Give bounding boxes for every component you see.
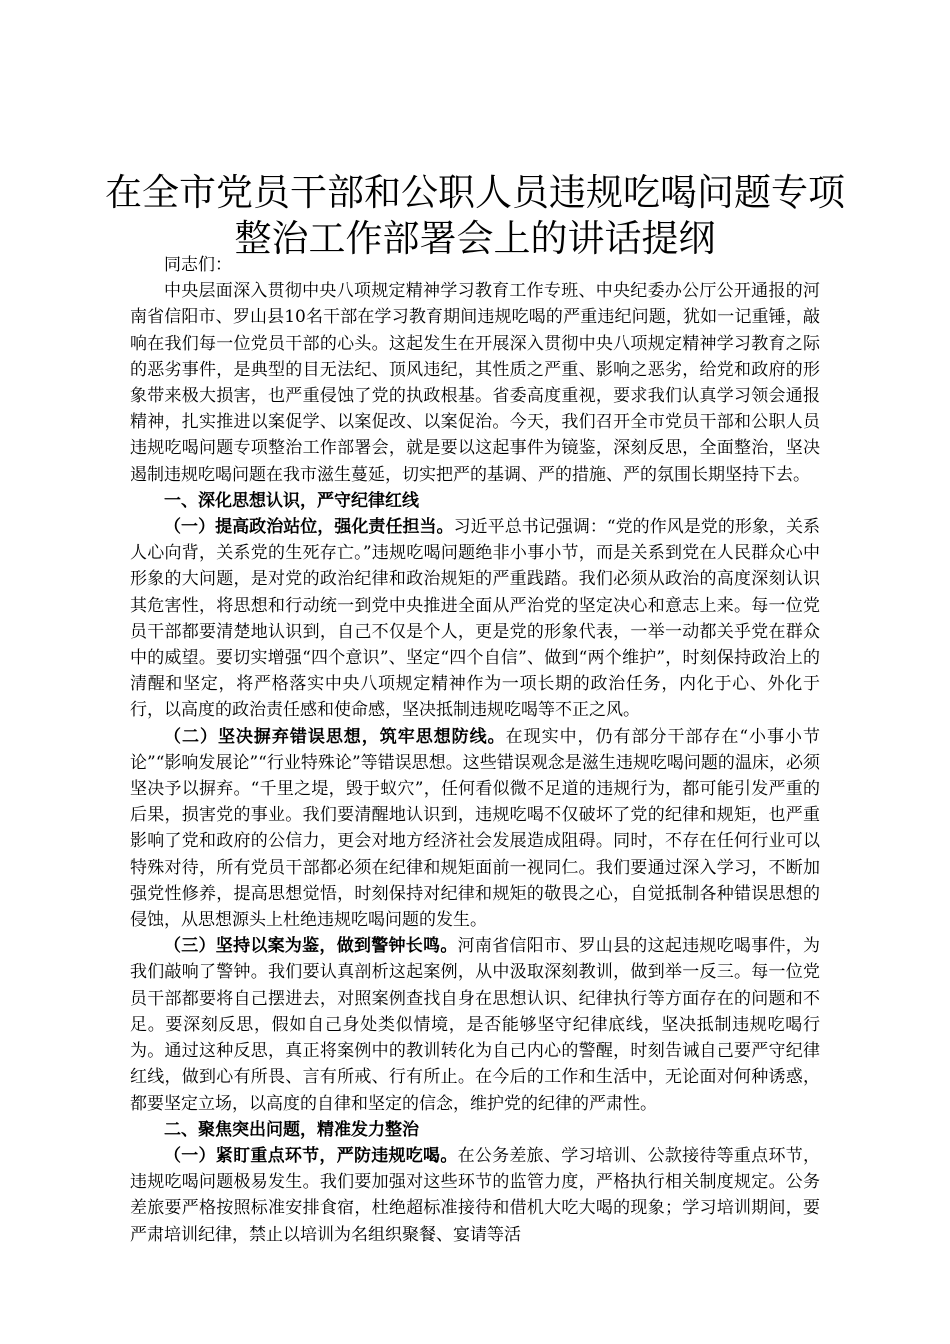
- title-line-2: 整治工作部署会上的讲话提纲: [234, 217, 716, 260]
- salutation: 同志们：: [164, 255, 232, 275]
- intro-paragraph: 中央层面深入贯彻中央八项规定精神学习教育工作专班、中央纪委办公厅公开通报的河南省信阳市、罗山县10名干部在学习教育期间违规吃喝的严重违纪问题，犹如一记重锤，敲响在我们每一位党员干部的心头。这起发生在开展深入贯彻中央八项规定精神学习教育之际的恶劣事件，是典型的目无法纪、顶风违纪，其性质之严重、影响之恶劣，给党和政府的形象带来极大损害，也严重侵蚀了党的执政根基。省委高度重视，要求我们认真学习领会通报精神，扎实推进以案促学、以案促改、以案促治。今天，我们召开全市党员干部和公职人员违规吃喝问题专项整治工作部署会，就是要以这起事件为镜鉴，深刻反思，全面整治，坚决遏制违规吃喝问题在我市滋生蔓延，切实把严的基调、严的措施、严的氛围长期坚持下去。: [130, 281, 820, 485]
- section-1-paragraph-3: [130, 933, 820, 1116]
- section-1-paragraph-1: [130, 514, 820, 724]
- document-body: [130, 252, 820, 1248]
- paragraph-lead: （二）坚决摒弃错误思想，筑牢思想防线。: [164, 726, 506, 747]
- paragraph-lead: （一）提高政治站位，强化责任担当。: [164, 517, 454, 538]
- section-1-heading: 一、深化思想认识，严守纪律红线: [164, 490, 419, 511]
- paragraph-lead: （一）紧盯重点环节，严防违规吃喝。: [164, 1145, 458, 1166]
- paragraph-text: 河南省信阳市、罗山县的这起违规吃喝事件，为我们敲响了警钟。我们要认真剖析这起案例，从中汲取深刻教训，做到举一反三。每一位党员干部都要将自己摆进去，对照案例查找自身在思想认识、纪律执行等方面存在的问题和不足。要深刻反思，假如自己身处类似情境，是否能够坚守纪律底线，坚决抵制违规吃喝行为。通过这种反思，真正将案例中的教训转化为自己内心的警醒，时刻告诫自己要严守纪律红线，做到心有所畏、言有所戒、行有所止。在今后的工作和生活中，无论面对何种诱惑，都要坚定立场，以高度的自律和坚定的信念，维护党的纪律的严肃性。: [130, 936, 820, 1114]
- document-title: [100, 170, 850, 262]
- paragraph-text: 在公务差旅、学习培训、公款接待等重点环节，违规吃喝问题极易发生。我们要加强对这些环节的监管力度，严格执行相关制度规定。公务差旅要严格按照标准安排食宿，杜绝超标准接待和借机大吃大喝的现象；学习培训期间，要严肃培训纪律，禁止以培训为名组织聚餐、宴请等活: [130, 1145, 820, 1245]
- paragraph-text: 习近平总书记强调：“党的作风是党的形象，关系人心向背，关系党的生死存亡。”违规吃喝问题绝非小事小节，而是关系到党在人民群众心中形象的大问题，是对党的政治纪律和政治规矩的严重践踏。我们必须从政治的高度深刻认识其危害性，将思想和行动统一到党中央推进全面从严治党的坚定决心和意志上来。每一位党员干部都要清楚地认识到，自己不仅是个人，更是党的形象代表，一举一动都关乎党在群众中的威望。要切实增强“四个意识”、坚定“四个自信”、做到“两个维护”，时刻保持政治上的清醒和坚定，将严格落实中央八项规定精神作为一项长期的政治任务，内化于心、外化于行，以高度的政治责任感和使命感，坚决抵制违规吃喝等不正之风。: [130, 517, 821, 721]
- section-1-paragraph-2: [130, 724, 820, 934]
- paragraph-lead: （三）坚持以案为鉴，做到警钟长鸣。: [164, 936, 458, 957]
- section-2-heading: 二、聚焦突出问题，精准发力整治: [164, 1119, 419, 1140]
- section-2-paragraph-1: [130, 1143, 820, 1248]
- title-line-1: 在全市党员干部和公职人员违规吃喝问题专项: [105, 171, 845, 214]
- paragraph-text: 在现实中，仍有部分干部存在“小事小节论”“影响发展论”“行业特殊论”等错误思想。这些错误观念是滋生违规吃喝问题的温床，必须坚决予以摒弃。“千里之堤，毁于蚁穴”，任何看似微不足道的违规行为，都可能引发严重的后果，损害党的事业。我们要清醒地认识到，违规吃喝不仅破坏了党的纪律和规矩，也严重影响了党和政府的公信力，更会对地方经济社会发展造成阻碍。同时，不存在任何行业可以特殊对待，所有党员干部都必须在纪律和规矩面前一视同仁。我们要通过深入学习，不断加强党性修养，提高思想觉悟，时刻保持对纪律和规矩的敬畏之心，自觉抵制各种错误思想的侵蚀，从思想源头上杜绝违规吃喝问题的发生。: [130, 726, 820, 931]
